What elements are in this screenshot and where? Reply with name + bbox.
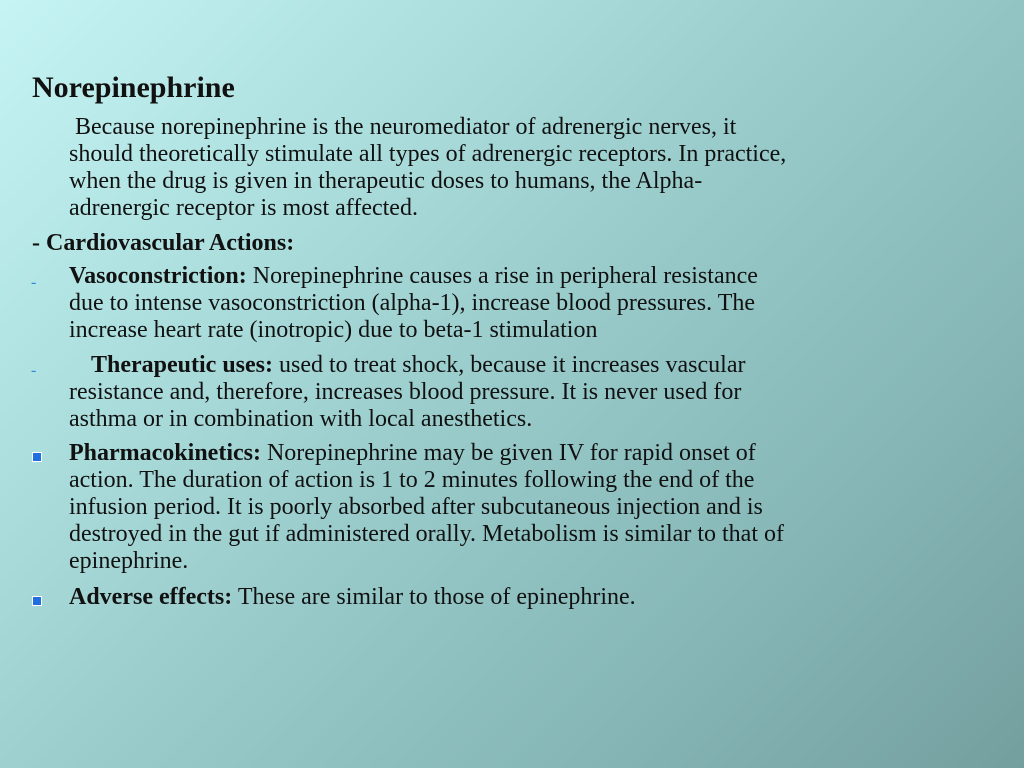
adverse-effects-label: Adverse effects: — [69, 584, 233, 610]
pharmacokinetics-item — [69, 440, 949, 575]
vasoconstriction-text: Norepinephrine causes a rise in peripheral resistance — [246, 263, 758, 289]
pharmacokinetics-label: Pharmacokinetics: — [69, 440, 261, 466]
therapeutic-line-2: resistance and, therefore, increases blood pressure. It is never used for — [69, 379, 742, 405]
pharmacokinetics-line-4: destroyed in the gut if administered orally. Metabolism is similar to that of — [69, 521, 784, 547]
square-bullet-icon — [32, 452, 42, 462]
therapeutic-line-3: asthma or in combination with local anesthetics. — [69, 406, 533, 432]
vasoconstriction-line-1 — [69, 263, 949, 290]
intro-paragraph — [69, 114, 949, 222]
vasoconstriction-label: Vasoconstriction: — [69, 263, 247, 289]
therapeutic-line-1 — [69, 352, 949, 379]
cardiovascular-heading: - Cardiovascular Actions: — [32, 230, 295, 256]
pharmacokinetics-line-2: action. The duration of action is 1 to 2 minutes following the end of the — [69, 467, 755, 493]
slide-title: Norepinephrine — [32, 71, 235, 104]
therapeutic-label: Therapeutic uses: — [91, 352, 273, 378]
pharmacokinetics-line-3: infusion period. It is poorly absorbed after subcutaneous injection and is — [69, 494, 763, 520]
intro-line-4: adrenergic receptor is most affected. — [69, 195, 418, 221]
adverse-effects-text: These are similar to those of epinephrine. — [232, 584, 636, 610]
square-bullet-icon — [32, 596, 42, 606]
vasoconstriction-item — [69, 263, 949, 344]
adverse-effects-line-1 — [69, 584, 949, 611]
therapeutic-item — [69, 352, 949, 433]
dash-bullet-icon: - — [31, 274, 37, 291]
vasoconstriction-line-2: due to intense vasoconstriction (alpha-1), increase blood pressures. The — [69, 290, 756, 316]
intro-line-3: when the drug is given in therapeutic doses to humans, the Alpha- — [69, 168, 703, 194]
pharmacokinetics-line-1 — [69, 440, 949, 467]
dash-bullet-icon: - — [31, 362, 37, 379]
intro-line-1: Because norepinephrine is the neuromediator of adrenergic nerves, it — [75, 114, 737, 140]
adverse-effects-item — [69, 584, 949, 611]
vasoconstriction-line-3: increase heart rate (inotropic) due to beta-1 stimulation — [69, 317, 598, 343]
pharmacokinetics-line-5: epinephrine. — [69, 548, 189, 574]
therapeutic-text: used to treat shock, because it increases vascular — [273, 352, 746, 378]
intro-line-2: should theoretically stimulate all types of adrenergic receptors. In practice, — [69, 141, 787, 167]
pharmacokinetics-text: Norepinephrine may be given IV for rapid onset of — [260, 440, 756, 466]
